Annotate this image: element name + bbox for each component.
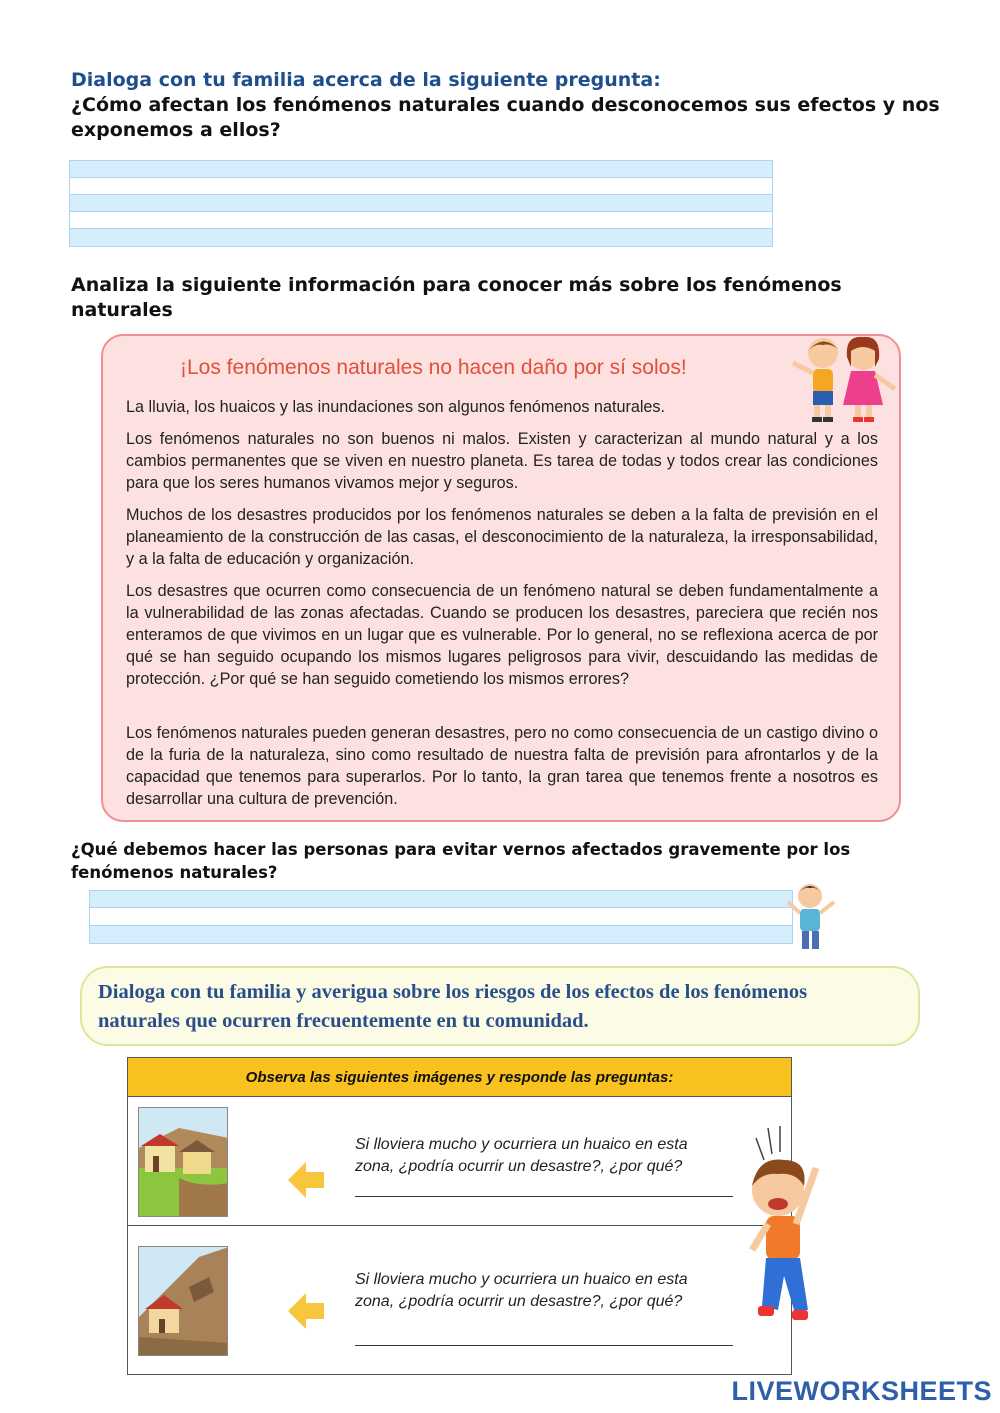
answer-gap — [69, 178, 773, 194]
answer-field-1[interactable] — [69, 160, 773, 178]
row2-question-line1: Si lloviera mucho y ocurriera un huaico en esta — [355, 1271, 688, 1288]
answer-field-4[interactable] — [89, 890, 793, 908]
note-line2: naturales que ocurren frecuentemente en tu comunidad. — [98, 1010, 589, 1032]
answer-field-3[interactable] — [69, 228, 773, 247]
section2-heading-line1: Analiza la siguiente información para conocer más sobre los fenómenos — [71, 274, 842, 296]
answer-input-5[interactable] — [90, 929, 792, 946]
note-line1: Dialoga con tu familia y averigua sobre los riesgos de los efectos de los fenómenos — [98, 981, 808, 1003]
landslide-zone-image-2 — [138, 1246, 228, 1356]
answer-gap — [69, 212, 773, 228]
section1-question-line1: ¿Cómo afectan los fenómenos naturales cuando desconocemos sus efectos y nos — [71, 94, 940, 116]
info-paragraph-4: Los desastres que ocurren como consecuencia de un fenómeno natural se deben fundamentalmente a la vulnerabilidad de las zonas afectadas. Cuando se producen los desastres, pareciera que recién nos enteramos de que vivimos en un lugar que es vulnerable. Por lo general, no se reflexiona acerca de por qué se han seguido ocupando los mismos lugares peligrosos para vivir, descuidando las medidas de protección. ¿Por qué se han seguido cometiendo los mismos errores? — [126, 582, 878, 688]
answer-field-2[interactable] — [69, 194, 773, 212]
answer-field-5[interactable] — [89, 925, 793, 944]
jumping-boy-illustration — [738, 1120, 834, 1338]
section1-heading: Dialoga con tu familia acerca de la siguiente pregunta: — [71, 69, 661, 91]
answer-gap — [89, 908, 793, 925]
table-row-divider — [127, 1225, 792, 1226]
landslide-zone-image-1 — [138, 1107, 228, 1217]
info-paragraph-1: La lluvia, los huaicos y las inundaciones son algunos fenómenos naturales. — [126, 398, 666, 416]
section2-heading-line2: naturales — [71, 299, 173, 321]
liveworksheets-logo: LIVEWORKSHEETS — [731, 1376, 992, 1406]
section3-question-line2: fenómenos naturales? — [71, 863, 278, 882]
section1-question-line2: exponemos a ellos? — [71, 119, 281, 141]
row1-question-line2: zona, ¿podría ocurrir un desastre?, ¿por qué? — [355, 1158, 683, 1175]
note-text — [98, 978, 918, 1036]
row2-question-line2: zona, ¿podría ocurrir un desastre?, ¿por qué? — [355, 1293, 683, 1310]
info-paragraph-3: Muchos de los desastres producidos por los fenómenos naturales se deben a la falta de previsión en el planeamiento de la construcción de las casas, el desconocimiento de la naturaleza, la irresponsabilidad, y a la falta de educación y organización. — [126, 506, 878, 568]
answer-input-3[interactable] — [70, 232, 772, 249]
info-paragraph-5: Los fenómenos naturales pueden generan desastres, pero no como consecuencia de un castigo divino o de la furia de la naturaleza, sino como resultado de nuestra falta de previsión para afrontarlos y de la capacidad que tenemos para superarlos. Por lo tanto, la gran tarea que tenemos frente a nosotros es desarrollar una cultura de prevención. — [126, 724, 878, 808]
table-header: Observa las siguientes imágenes y responde las preguntas: — [127, 1057, 792, 1097]
left-arrow-icon — [286, 1291, 326, 1331]
boy-illustration — [782, 880, 842, 954]
info-title: ¡Los fenómenos naturales no hacen daño por sí solos! — [180, 356, 687, 379]
row2-answer-line[interactable] — [355, 1345, 733, 1346]
left-arrow-icon — [286, 1160, 326, 1200]
info-paragraph-2: Los fenómenos naturales no son buenos ni malos. Existen y caracterizan al mundo natural y a los cambios permanentes que se viven en nuestro planeta. Es tarea de todas y todos crear las condiciones para que los seres humanos vivamos mejor y seguros. — [126, 430, 878, 492]
section3-question-line1: ¿Qué debemos hacer las personas para evitar vernos afectados gravemente por los — [71, 840, 851, 859]
row1-question-line1: Si lloviera mucho y ocurriera un huaico en esta — [355, 1136, 688, 1153]
row1-answer-line[interactable] — [355, 1196, 733, 1197]
